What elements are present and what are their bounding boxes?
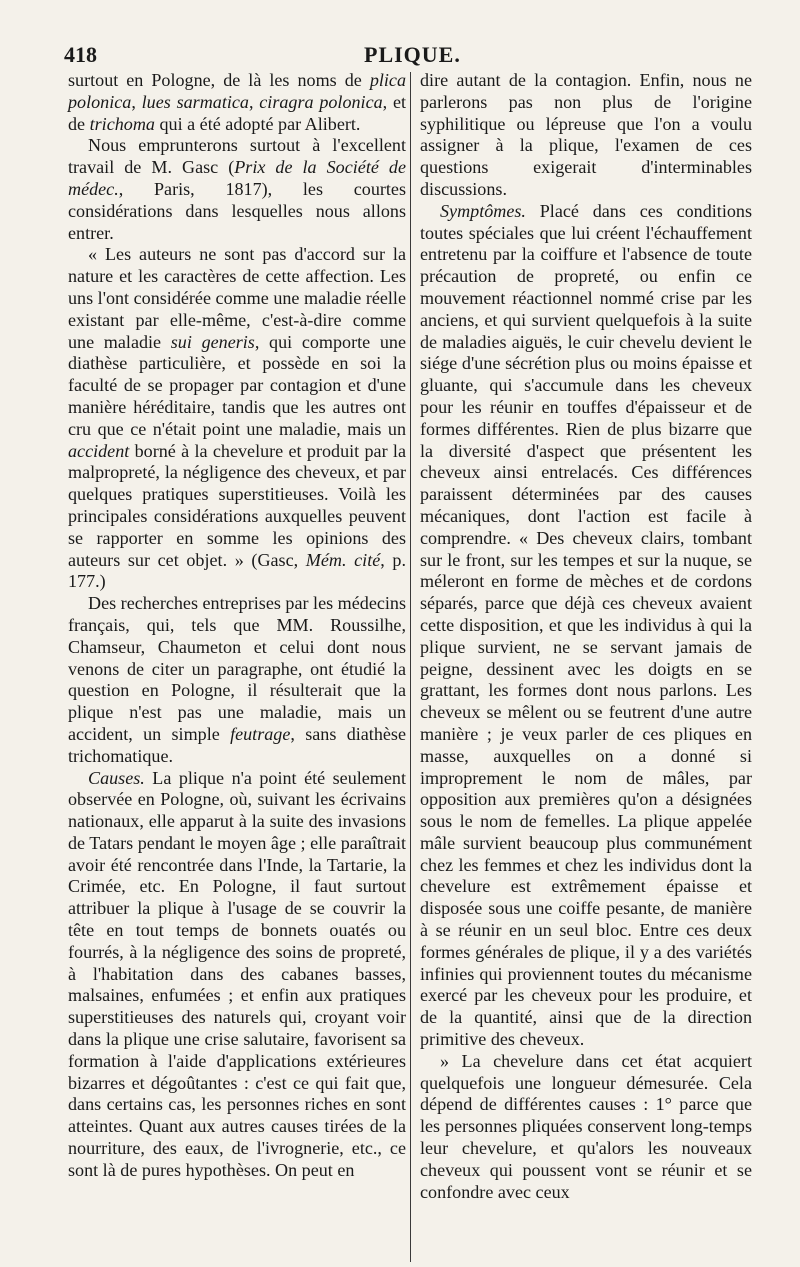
paragraph-gasc-quote: « Les auteurs ne sont pas d'accord sur la nature et les caractères de cette affection. Les uns l'ont considérée comme une maladie réelle existant par elle-même, c'est-à-dire comme une maladie sui generis, qui comporte une diathèse particulière, et possède en soi la faculté de se propager par contagion et d'une manière héréditaire, tandis que les autres ont cru que ce n'était point une maladie, mais un accident borné à la chevelure et produit par la malpropreté, la négligence des cheveux, et par quelques pratiques superstitieuses. Voilà les principales considérations auxquelles peuvent se rapporter en somme les opinions des auteurs sur cet objet. » (Gasc, Mém. cité, p. 177.) [68, 244, 407, 592]
right-column [420, 70, 752, 1203]
page-number: 418 [64, 42, 97, 67]
paragraph-gasc-intro: Nous emprunterons surtout à l'excellent travail de M. Gasc (Prix de la Société de médec., Paris, 1817), les courtes considérations dans lesquelles nous allons entrer. [68, 135, 406, 243]
paragraph-hair-length: » La chevelure dans cet état acquiert quelquefois une longueur démesurée. Cela dépend de différentes causes : 1° parce que les personnes pliquées conservent long-temps leur chevelure, et qu'alors les nouveaux cheveux qui poussent vont se réunir et se confondre avec ceux [420, 1050, 752, 1202]
paragraph-contagion: dire autant de la contagion. Enfin, nous ne parlerons pas non plus de l'origine syphilitique ou lépreuse que l'on a voulu assigner à la plique, l'examen de ces questions exigerait d'interminables discussions. [420, 70, 752, 199]
paragraph-symptoms: Symptômes. Placé dans ces conditions toutes spéciales que lui créent l'échauffement entretenu par la coiffure et l'absence de toute précaution de propreté, ou enfin ce mouvement réactionnel nommé crise par les anciens, et qui survient quelquefois à la suite de maladies aiguës, le cuir chevelu devient le siége d'une sécrétion plus ou moins épaisse et gluante, qui s'accumule dans les cheveux pour les réunir en touffes d'épaisseur et de formes différentes. Rien de plus bizarre que la diversité d'aspect que présentent les cheveux ainsi entrelacés. Ces différences paraissent déterminées par des causes mécaniques, dont l'action est facile à comprendre. « Des cheveux clairs, tombant sur le front, sur les tempes et sur la nuque, se méleront en forme de mèches et de cordons séparés, parce que déjà ces cheveux avaient cette disposition, et que les individus à qui la plique survient, ne se servant jamais de peigne, dessinent avec les doigts en se grattant, les formes dont nous parlons. Les cheveux se mêlent ou se feutrent d'une autre manière ; je veux parler de ces pliques en masse, auxquelles on a donné si improprement le nom de mâles, par opposition aux premières qu'on a désignées sous le nom de femelles. La plique appelée mâle survient beaucoup plus communément chez les femmes et chez les individus dont la chevelure est extrêmement épaisse et disposée sous une coiffe pesante, de manière à se réunir en un seul bloc. Entre ces deux formes générales de plique, il y a des variétés infinies qui proviennent toutes du mécanisme exercé par les cheveux pour les produire, et de la quantité, ainsi que de la direction primitive des cheveux. [420, 200, 752, 1050]
page-header [64, 42, 754, 72]
column-divider [410, 72, 411, 1262]
paragraph-plica-names: surtout en Pologne, de là les noms de plica polonica, lues sarmatica, ciragra polonica, et de trichoma qui a été adopté par Alibert. [68, 70, 407, 134]
paragraph-causes: Causes. La plique n'a point été seulement observée en Pologne, où, suivant les écrivains nationaux, elle apparut à la suite des invasions de Tatars pendant le moyen âge ; elle paraîtrait avoir été rencontrée dans l'Inde, la Tartarie, la Crimée, etc. En Pologne, il faut surtout attribuer la plique à l'usage de se couvrir la tête en tout temps de bonnets ouatés ou fourrés, à la négligence des soins de propreté, à l'habitation dans des cabanes basses, malsaines, enfumées ; et enfin aux pratiques superstitieuses des naturels qui, croyant voir dans la plique une crise salutaire, favorisent sa formation à l'aide d'applications extérieures bizarres et dégoûtantes : c'est ce qui fait que, dans certains cas, les personnes riches en sont atteintes. Quant aux autres causes tirées de la nourriture, des eaux, de l'ivrognerie, etc., ce sont là de pures hypothèses. On peut en [68, 767, 407, 1180]
paragraph-french-research: Des recherches entreprises par les médecins français, qui, tels que MM. Roussilhe, Chamseur, Chaumeton et celui dont nous venons de citer un paragraphe, ont étudié la question en Pologne, il résulterait que la plique n'est pas une maladie, mais un accident, un simple feutrage, sans diathèse trichomatique. [68, 593, 407, 766]
running-title: PLIQUE. [364, 42, 461, 67]
left-column [68, 70, 406, 1182]
